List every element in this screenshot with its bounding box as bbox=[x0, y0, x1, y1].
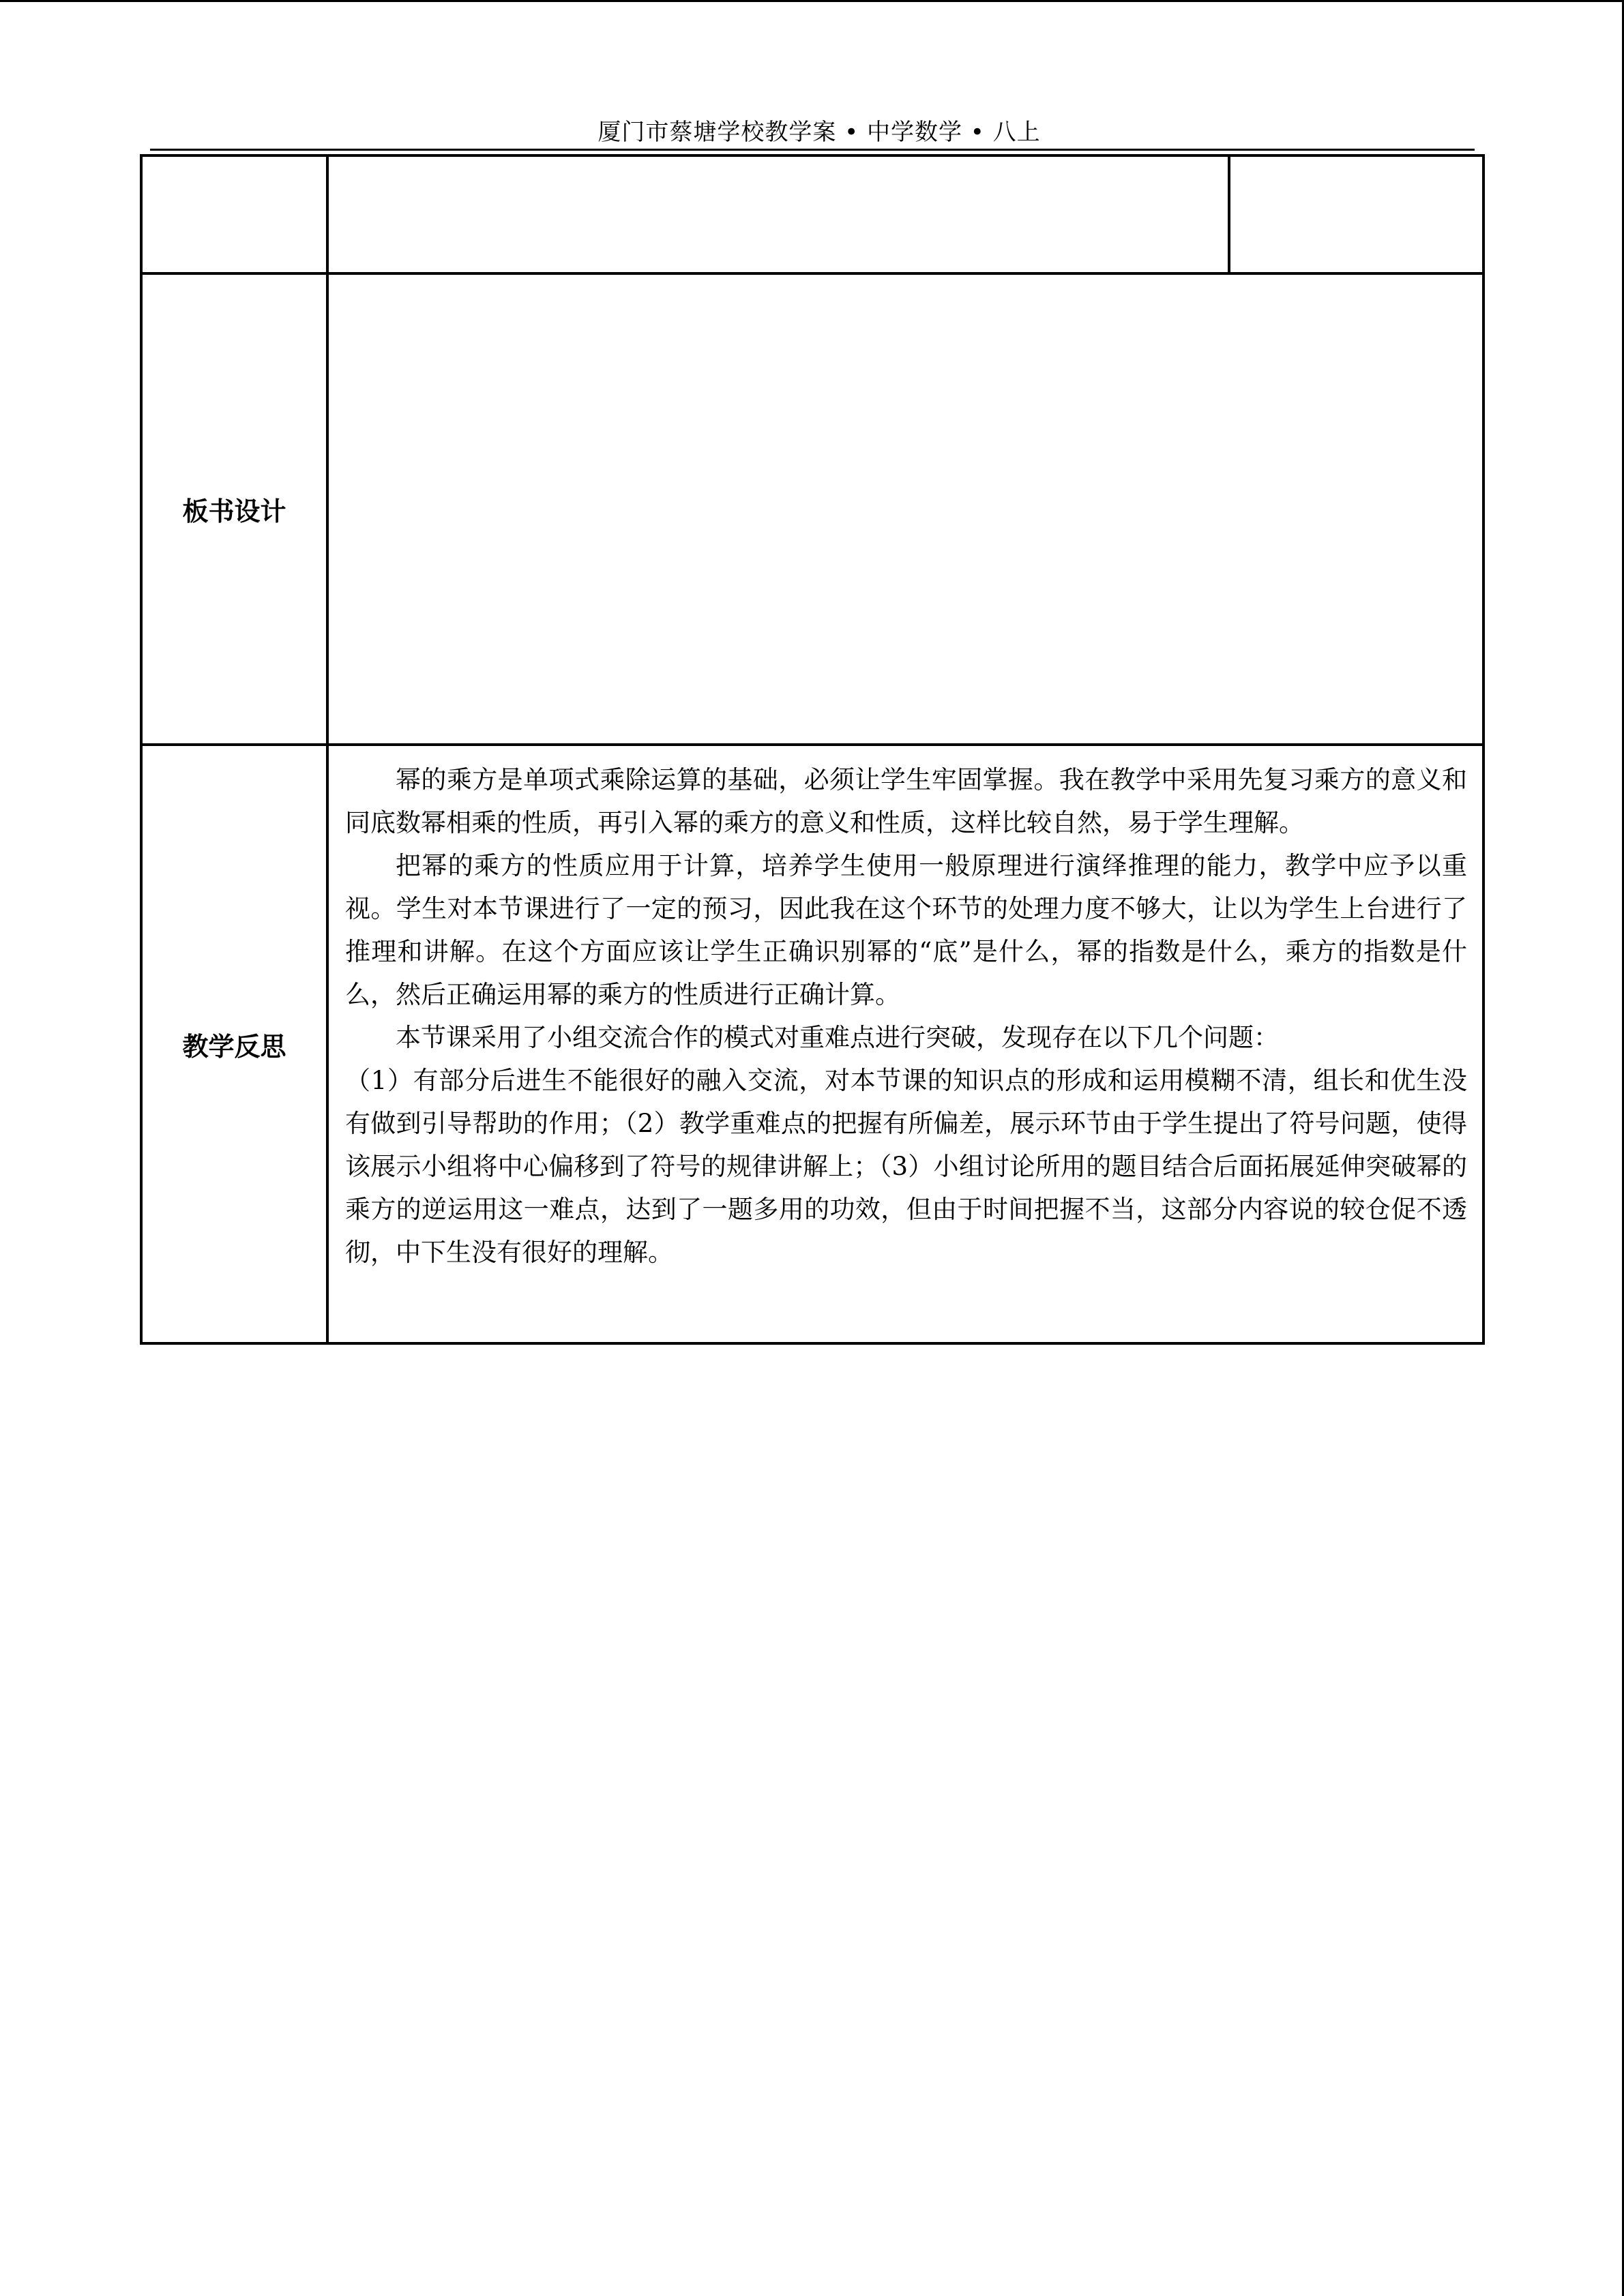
reflection-row bbox=[141, 745, 1483, 1343]
lesson-plan-table bbox=[140, 154, 1485, 1345]
board-design-content bbox=[327, 273, 1483, 745]
reflection-paragraph: 把幂的乘方的性质应用于计算，培养学生使用一般原理进行演绎推理的能力，教学中应予以重视。学生对本节课进行了一定的预习，因此我在这个环节的处理力度不够大，让以为学生上台进行了推理和讲解。在这个方面应该让学生正确识别幂的“底”是什么，幂的指数是什么，乘方的指数是什么，然后正确运用幂的乘方的性质进行正确计算。 bbox=[345, 851, 1467, 1009]
board-design-label: 板书设计 bbox=[141, 273, 327, 745]
reflection-paragraph: （1）有部分后进生不能很好的融入交流，对本节课的知识点的形成和运用模糊不清，组长和优生没有做到引导帮助的作用；（2）教学重难点的把握有所偏差，展示环节由于学生提出了符号问题，使得该展示小组将中心偏移到了符号的规律讲解上；（3）小组讨论所用的题目结合后面拓展延伸突破幂的乘方的逆运用这一难点，达到了一题多用的功效，但由于时间把握不当，这部分内容说的较仓促不透彻，中下生没有很好的理解。 bbox=[345, 1066, 1467, 1267]
top-row-side-cell bbox=[1229, 155, 1483, 273]
reflection-content bbox=[327, 745, 1483, 1343]
page-header-title: 厦门市蔡塘学校教学案 • 中学数学 • 八上 bbox=[597, 119, 1041, 146]
reflection-paragraph: 幂的乘方是单项式乘除运算的基础，必须让学生牢固掌握。我在教学中采用先复习乘方的意义和同底数幂相乘的性质，再引入幂的乘方的意义和性质，这样比较自然，易于学生理解。 bbox=[345, 765, 1467, 837]
board-design-row bbox=[141, 273, 1483, 745]
top-row-content-cell bbox=[327, 155, 1229, 273]
top-row-label-cell bbox=[141, 155, 327, 273]
top-row bbox=[141, 155, 1483, 273]
header-rule bbox=[150, 149, 1475, 151]
reflection-paragraph: 本节课采用了小组交流合作的模式对重难点进行突破，发现存在以下几个问题： bbox=[396, 1023, 1279, 1052]
reflection-label: 教学反思 bbox=[141, 745, 327, 1343]
